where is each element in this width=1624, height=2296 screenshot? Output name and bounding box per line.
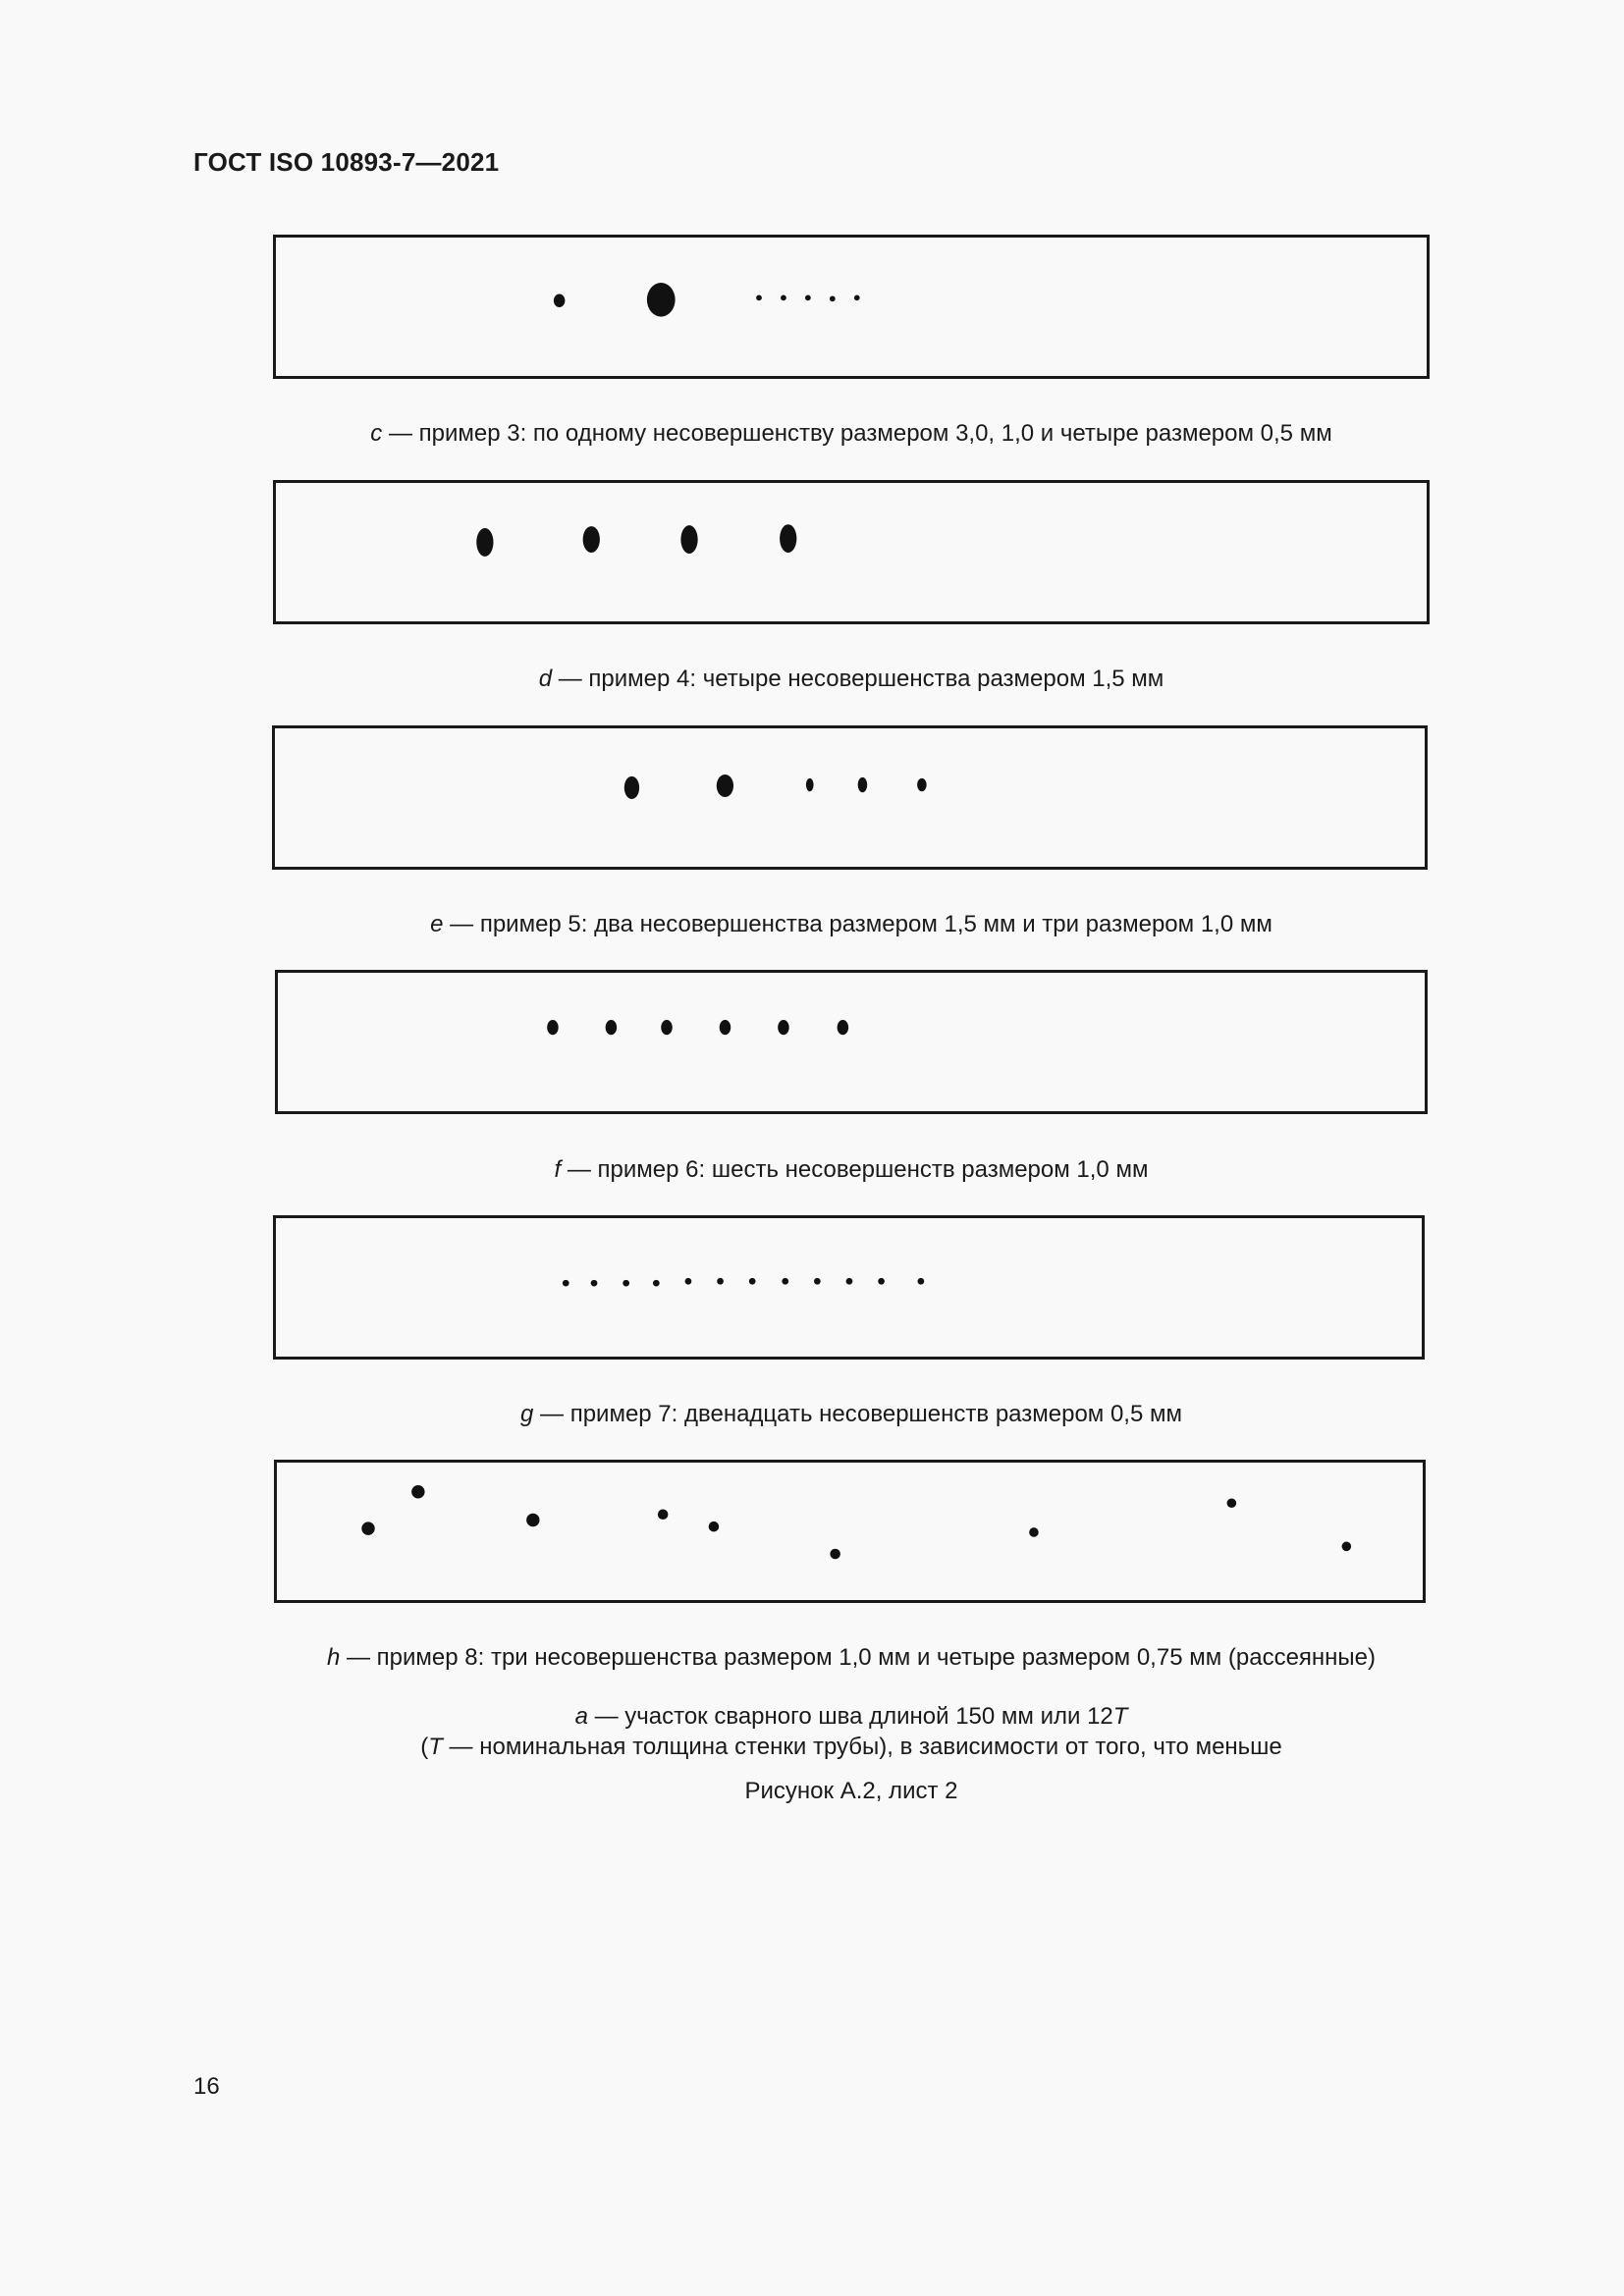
imperfection-dot: [749, 1278, 756, 1285]
imperfection-dot: [583, 526, 600, 553]
imperfection-dot: [709, 1522, 720, 1532]
legend-note-line1: [0, 1703, 1624, 1731]
figure-panel-e: [272, 725, 1428, 870]
imperfection-dot: [685, 1278, 692, 1285]
imperfection-diagram-d: [276, 483, 1427, 621]
caption-letter: g: [520, 1401, 534, 1427]
imperfection-dot: [623, 1280, 629, 1287]
imperfection-dot: [624, 776, 639, 799]
imperfection-diagram-g: [276, 1218, 1422, 1357]
figure-caption-h: [0, 1644, 1624, 1672]
legend-variable: T: [1112, 1703, 1128, 1730]
figure-panel-c: [273, 235, 1430, 379]
imperfection-dot: [756, 295, 762, 301]
figure-title: Рисунок А.2, лист 2: [744, 1778, 958, 1804]
caption-text: — пример 8: три несовершенства размером 1,0 мм и четыре размером 0,75 мм (рассеянные): [340, 1644, 1377, 1671]
imperfection-dot: [814, 1278, 821, 1285]
imperfection-dot: [858, 777, 868, 792]
legend-letter: a: [574, 1703, 588, 1730]
figure-caption-f: [0, 1156, 1624, 1184]
imperfection-dot: [526, 1514, 539, 1526]
imperfection-dot: [1342, 1542, 1352, 1552]
imperfection-dot: [805, 295, 811, 301]
imperfection-dot: [806, 778, 814, 791]
imperfection-dot: [782, 1278, 788, 1285]
legend-variable: T: [428, 1734, 443, 1760]
imperfection-dot: [591, 1280, 598, 1287]
imperfection-dot: [606, 1020, 618, 1035]
imperfection-dot: [661, 1020, 673, 1035]
caption-letter: e: [430, 911, 444, 937]
imperfection-dot: [717, 774, 733, 797]
imperfection-dot: [1029, 1527, 1039, 1537]
imperfection-diagram-c: [276, 238, 1427, 376]
imperfection-dot: [878, 1278, 885, 1285]
imperfection-dot: [854, 295, 860, 301]
imperfection-dot: [717, 1278, 724, 1285]
figure-caption-d: [0, 666, 1624, 693]
imperfection-dot: [778, 1020, 789, 1035]
caption-text: — пример 3: по одному несовершенству размером 3,0, 1,0 и четыре размером 0,5 мм: [382, 420, 1332, 447]
figure-panel-d: [273, 480, 1430, 624]
imperfection-dot: [1227, 1498, 1237, 1508]
imperfection-dot: [647, 283, 676, 317]
imperfection-dot: [918, 1278, 925, 1285]
figure-caption-c: [0, 420, 1624, 448]
imperfection-dot: [411, 1485, 424, 1498]
legend-note-line2: [0, 1734, 1624, 1761]
caption-letter: h: [326, 1644, 341, 1671]
imperfection-diagram-e: [275, 728, 1425, 867]
caption-letter: f: [554, 1156, 562, 1183]
imperfection-dot: [838, 1020, 849, 1035]
imperfection-diagram-f: [278, 973, 1425, 1111]
imperfection-dot: [563, 1280, 569, 1287]
document-header: ГОСТ ISO 10893-7—2021: [193, 147, 500, 177]
figure-caption-g: [0, 1401, 1624, 1428]
imperfection-dot: [720, 1020, 731, 1035]
imperfection-dot: [361, 1522, 374, 1534]
imperfection-dot: [554, 294, 566, 307]
caption-text: — пример 6: шесть несовершенств размером 1,0 мм: [561, 1156, 1149, 1183]
caption-text: — пример 7: двенадцать несовершенств размером 0,5 мм: [533, 1401, 1182, 1427]
caption-text: — пример 5: два несовершенства размером 1,5 мм и три размером 1,0 мм: [443, 911, 1272, 937]
imperfection-dot: [680, 525, 697, 554]
imperfection-dot: [917, 778, 927, 791]
figure-panel-h: [274, 1460, 1426, 1603]
imperfection-dot: [547, 1020, 559, 1035]
figure-panel-f: [275, 970, 1428, 1114]
caption-letter: d: [538, 666, 553, 692]
caption-text: — пример 4: четыре несовершенства размером 1,5 мм: [552, 666, 1164, 692]
imperfection-dot: [653, 1280, 660, 1287]
figure-caption-e: [0, 911, 1624, 938]
imperfection-dot: [476, 528, 493, 557]
imperfection-dot: [846, 1278, 853, 1285]
imperfection-diagram-h: [277, 1463, 1423, 1600]
imperfection-dot: [830, 295, 836, 301]
imperfection-dot: [830, 1549, 840, 1560]
legend-paren: (: [420, 1734, 429, 1760]
imperfection-dot: [781, 295, 786, 301]
legend-text: — номинальная толщина стенки трубы), в зависимости от того, что меньше: [442, 1734, 1282, 1760]
figure-panel-g: [273, 1215, 1425, 1360]
legend-text: — участок сварного шва длиной 150 мм или 12: [587, 1703, 1113, 1730]
caption-letter: c: [370, 420, 383, 447]
page-number: 16: [193, 2073, 220, 2100]
imperfection-dot: [780, 524, 796, 553]
imperfection-dot: [658, 1509, 669, 1520]
